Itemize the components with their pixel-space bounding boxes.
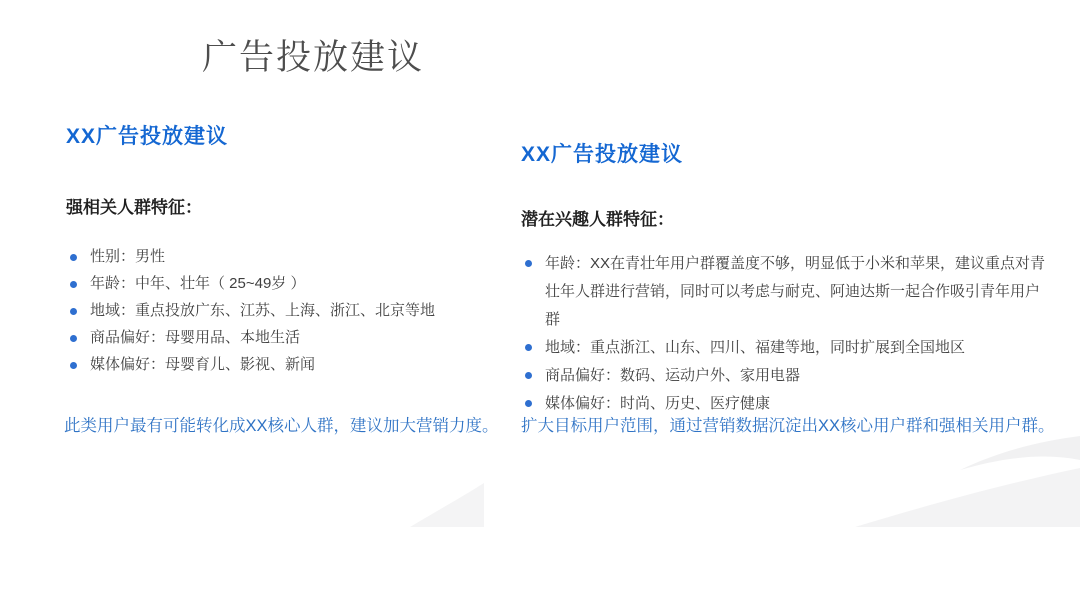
bullet-text: 商品偏好：母婴用品、本地生活 (90, 329, 301, 346)
bullet-item (521, 334, 1049, 362)
bullet-dot-icon (70, 308, 77, 315)
left-bullet-list (66, 244, 498, 379)
bullet-item (66, 271, 498, 297)
slide-title: 广告投放建议 (202, 38, 425, 77)
bullet-dot-icon (70, 335, 77, 342)
bullet-text: 媒体偏好：母婴育儿、影视、新闻 (90, 356, 316, 373)
bullet-dot-icon (525, 400, 532, 407)
bullet-item (521, 362, 1049, 390)
bullet-text: 商品偏好：数码、运动户外、家用电器 (545, 367, 801, 384)
bullet-dot-icon (70, 254, 77, 261)
bullet-text: 年龄：XX在青壮年用户群覆盖度不够，明显低于小米和苹果，建议重点对青壮年人群进行营销，同时可以考虑与耐克、阿迪达斯一起合作吸引青年用户群 (545, 255, 1046, 328)
bullet-dot-icon (70, 362, 77, 369)
bullet-text: 地域：重点浙江、山东、四川、福建等地，同时扩展到全国地区 (545, 339, 966, 356)
right-section-label: 潜在兴趣人群特征： (521, 210, 674, 229)
bullet-dot-icon (525, 344, 532, 351)
left-wedge-shape (410, 483, 484, 527)
left-footnote: 此类用户最有可能转化成XX核心人群，建议加大营销力度。 (64, 417, 499, 435)
bullet-dot-icon (525, 372, 532, 379)
bullet-item (66, 244, 498, 270)
right-bullet-list (521, 250, 1049, 418)
bullet-item (66, 325, 498, 351)
right-panel-heading: XX广告投放建议 (521, 143, 684, 166)
bullet-text: 性别：男性 (90, 248, 166, 265)
left-section-label: 强相关人群特征： (66, 198, 202, 217)
bullet-item (66, 352, 498, 378)
right-swoosh-shape (855, 468, 1080, 527)
bullet-item (521, 250, 1049, 334)
bullet-text: 年龄：中年、壮年（ 25~49岁 ） (90, 275, 306, 292)
bullet-text: 媒体偏好：时尚、历史、医疗健康 (545, 395, 771, 412)
bullet-item (66, 298, 498, 324)
bullet-text: 地域：重点投放广东、江苏、上海、浙江、北京等地 (90, 302, 436, 319)
left-panel-heading: XX广告投放建议 (66, 125, 229, 148)
bullet-dot-icon (525, 260, 532, 267)
right-footnote: 扩大目标用户范围，通过营销数据沉淀出XX核心用户群和强相关用户群。 (521, 417, 1055, 435)
bullet-dot-icon (70, 281, 77, 288)
corner-curve-shape (960, 436, 1080, 470)
